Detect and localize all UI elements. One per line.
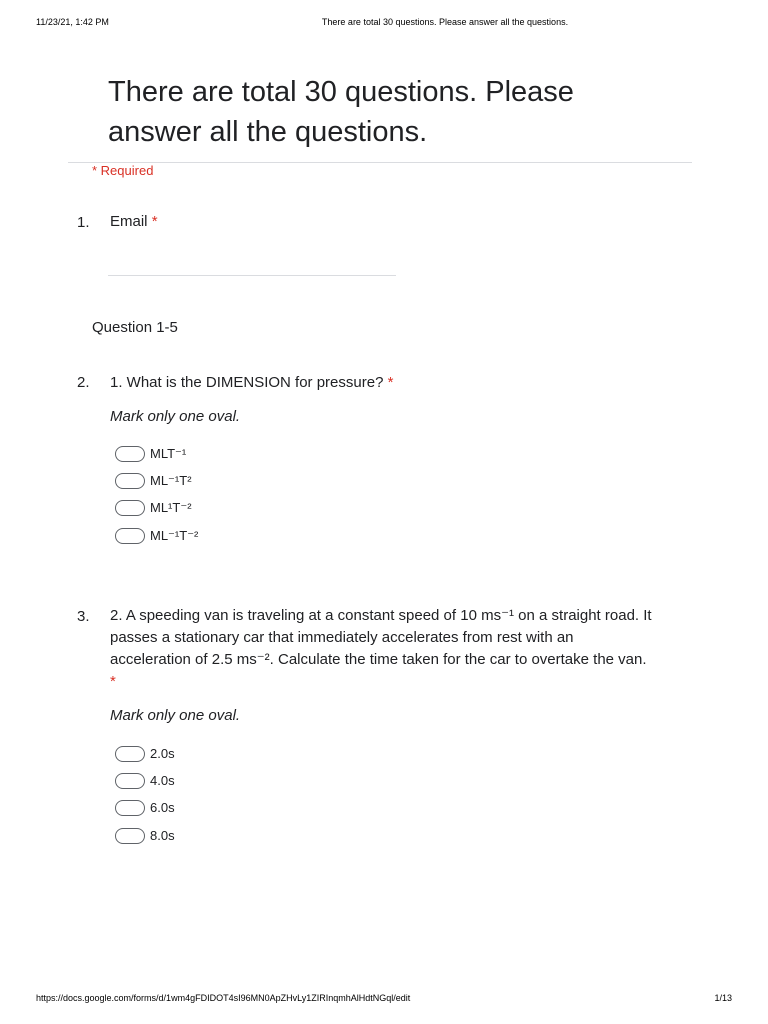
print-url: https://docs.google.com/forms/d/1wm4gFDIDOT4sI96MN0ApZHvLy1ZIRInqmhAlHdtNGql/edit [36, 993, 411, 1003]
required-star: * [151, 213, 158, 230]
radio-oval[interactable] [115, 528, 145, 544]
instruction-text: Mark only one oval. [110, 707, 241, 724]
print-date: 11/23/21, 1:42 PM [36, 17, 109, 27]
question-label: 1. What is the DIMENSION for pressure? [110, 374, 384, 391]
question-number: 2. [77, 374, 90, 391]
required-star: * [110, 673, 116, 690]
question-label: Email [110, 213, 148, 230]
question-text-line-3: acceleration of 2.5 ms⁻². Calculate the time taken for the car to overtake the van. [110, 651, 647, 668]
email-field[interactable] [108, 275, 396, 276]
question-text-line-1: 2. A speeding van is traveling at a constant speed of 10 ms⁻¹ on a straight road. It [110, 607, 652, 624]
question-number: 3. [77, 608, 90, 625]
option-label: ML¹T⁻² [150, 500, 192, 515]
option-label: 4.0s [150, 773, 175, 788]
required-note: * Required [92, 163, 154, 178]
radio-oval[interactable] [115, 746, 145, 762]
option-label: 8.0s [150, 828, 175, 843]
radio-oval[interactable] [115, 500, 145, 516]
instruction-text: Mark only one oval. [110, 408, 241, 425]
radio-oval[interactable] [115, 800, 145, 816]
section-title: Question 1-5 [92, 319, 178, 336]
option-label: ML⁻¹T⁻² [150, 528, 199, 543]
required-star: * [387, 374, 394, 391]
option-label: 6.0s [150, 800, 175, 815]
radio-oval[interactable] [115, 773, 145, 789]
page-number: 1/13 [714, 993, 732, 1003]
print-doc-title: There are total 30 questions. Please answer all the questions. [321, 17, 569, 27]
radio-oval[interactable] [115, 446, 145, 462]
print-header [0, 17, 768, 31]
question-text [110, 372, 393, 394]
question-text-line-2: passes a stationary car that immediately accelerates from rest with an [110, 629, 574, 646]
form-title: There are total 30 questions. Please answer all the questions. [108, 76, 574, 148]
radio-oval[interactable] [115, 828, 145, 844]
question-number: 1. [77, 214, 90, 231]
option-label: ML⁻¹T² [150, 473, 192, 488]
option-label: 2.0s [150, 746, 175, 761]
radio-oval[interactable] [115, 473, 145, 489]
option-label: MLT⁻¹ [150, 446, 187, 461]
title-divider [68, 162, 692, 163]
question-text [110, 211, 158, 233]
